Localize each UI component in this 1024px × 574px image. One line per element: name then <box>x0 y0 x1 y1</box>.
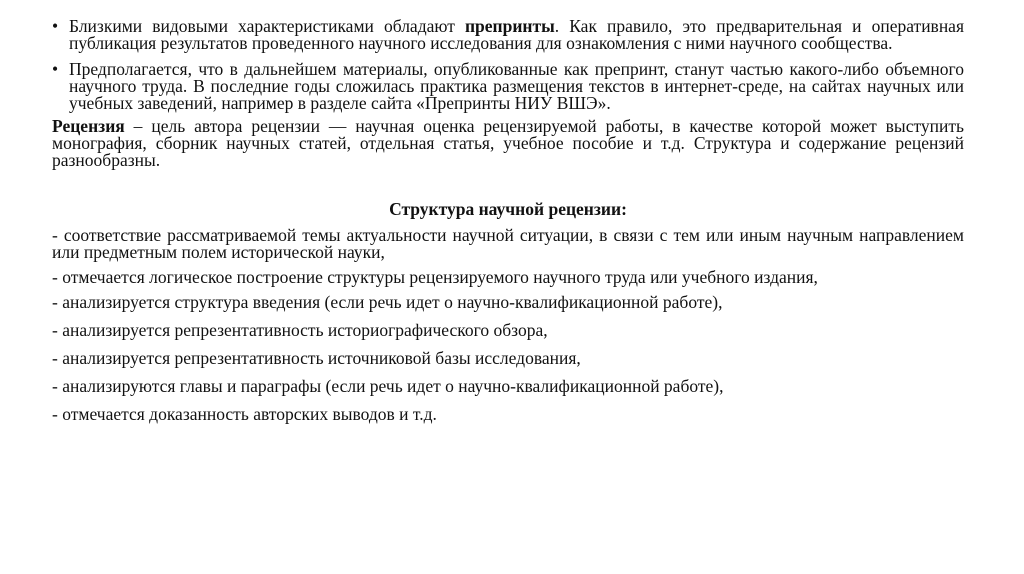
review-term: Рецензия <box>52 116 125 136</box>
preprints-lead: Близкими видовыми характеристиками обладают <box>69 16 465 36</box>
bullet-dot: • <box>52 16 59 36</box>
bullet-preprints <box>52 18 964 52</box>
structure-item-historiography: - анализируется репрезентативность историографического обзора, <box>52 320 548 340</box>
bullet-dot: • <box>52 59 59 79</box>
structure-item-conclusions: - отмечается доказанность авторских выводов и т.д. <box>52 404 437 424</box>
structure-item-relevance: - соответствие рассматриваемой темы актуальности научной ситуации, в связи с тем или иным научным направлением или предметным полем исторической науки, <box>52 225 964 262</box>
structure-item-logic: - отмечается логическое построение структуры рецензируемого научного труда или учебного издания, <box>52 267 818 287</box>
preprints-term: препринты <box>464 16 555 36</box>
structure-item-chapters: - анализируются главы и параграфы (если речь идет о научно-квалификационной работе), <box>52 376 724 396</box>
bullet-preprint-usage <box>52 61 964 112</box>
review-text: – цель автора рецензии — научная оценка рецензируемой работы, в качестве которой может выступить монография, сборник научных статей, отдельная статья, учебное пособие и т.д. Структура и содержание рецензий разнообразны. <box>52 116 964 170</box>
structure-item-sources: - анализируется репрезентативность источниковой базы исследования, <box>52 348 581 368</box>
preprints-rest: . Как правило, это предварительная и оперативная публикация результатов проведенного научного исследования для ознакомления с ними научного сообщества. <box>69 16 964 53</box>
structure-item-introduction: - анализируется структура введения (если речь идет о научно-квалификационной работе), <box>52 292 723 312</box>
structure-heading: Структура научной рецензии: <box>389 199 627 219</box>
slide-content <box>52 18 964 434</box>
preprint-usage-text: Предполагается, что в дальнейшем материалы, опубликованные как препринт, станут частью какого-либо объемного научного труда. В последние годы сложилась практика размещения текстов в интернет-среде, на сайтах научных или учебных заведений, например в разделе сайта «Препринты НИУ ВШЭ». <box>69 59 964 113</box>
review-definition <box>52 118 964 169</box>
